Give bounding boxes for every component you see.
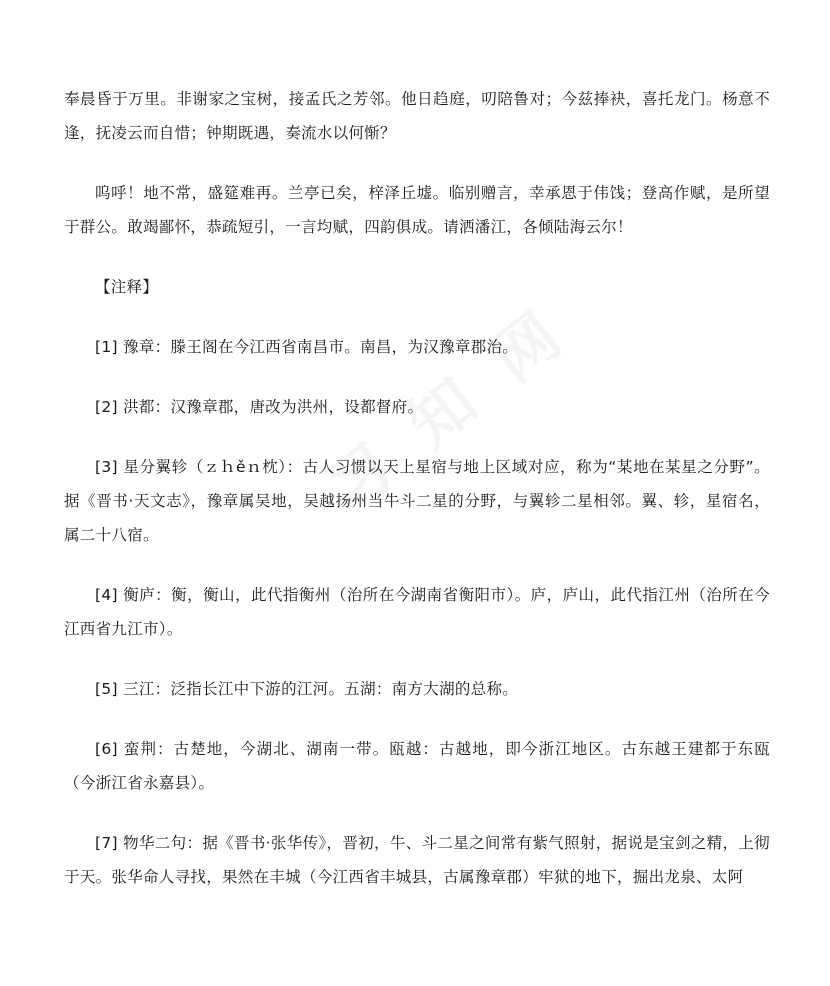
paragraph-farewell: 呜呼！地不常，盛筵难再。兰亭已矣，梓泽丘墟。临别赠言，幸承恩于伟饯；登高作赋，是所望于群公。敢竭鄙怀，恭疏短引，一言均赋，四韵俱成。请洒潘江，各倾陆海云尔！ [64,184,770,236]
paragraph-continuation: 奉晨昏于万里。非谢家之宝树，接孟氏之芳邻。他日趋庭，叨陪鲁对；今兹捧袂，喜托龙门。杨意不逢，抚凌云而自惜；钟期既遇，奏流水以何惭？ [64,90,770,142]
note-4: [4] 衡庐：衡，衡山，此代指衡州（治所在今湖南省衡阳市）。庐，庐山，此代指江州（治所在今江西省九江市）。 [64,586,770,638]
note-2: [2] 洪都：汉豫章郡，唐改为洪州，设都督府。 [95,398,424,416]
note-3: [3] 星分翼轸（ｚｈěｎ枕）：古人习惯以天上星宿与地上区域对应，称为“某地在某星之分野”。据《晋书·天文志》，豫章属吴地，吴越扬州当牛斗二星的分野，与翼轸二星相邻。翼、轸，星宿名，属二十八宿。 [64,458,770,544]
notes-heading: 【注释】 [95,278,159,296]
note-6: [6] 蛮荆：古楚地，今湖北、湖南一带。瓯越：古越地，即今浙江地区。古东越王建都于东瓯（今浙江省永嘉县）。 [64,740,770,792]
note-1: [1] 豫章：滕王阁在今江西省南昌市。南昌，为汉豫章郡治。 [95,338,519,356]
note-5: [5] 三江：泛指长江中下游的江河。五湖：南方大湖的总称。 [95,680,519,698]
note-7: [7] 物华二句：据《晋书·张华传》，晋初，牛、斗二星之间常有紫气照射，据说是宝剑之精，上彻于天。张华命人寻找，果然在丰城（今江西省丰城县，古属豫章郡）牢狱的地下，掘出龙泉、太阿 [64,834,770,886]
document-body [64,82,770,894]
